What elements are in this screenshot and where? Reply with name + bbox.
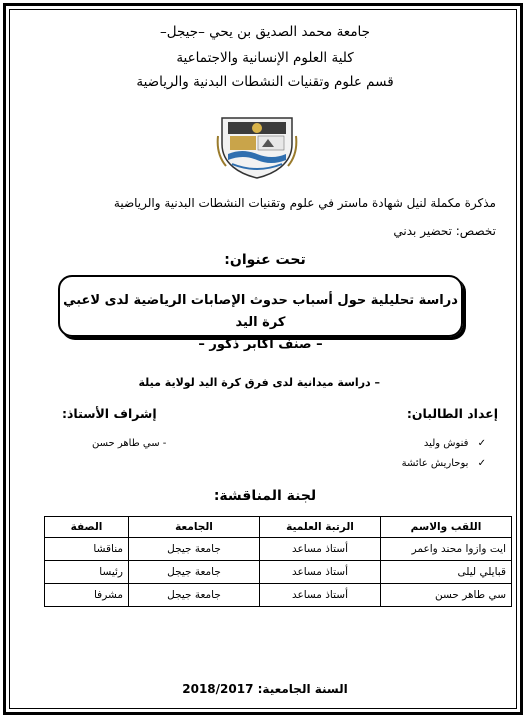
table-cell: رئيسا [45, 561, 129, 584]
table-row [45, 538, 512, 561]
table-cell: أستاذ مساعد [260, 561, 381, 584]
student-name: فنوش وليد [423, 438, 469, 449]
student-2 [402, 458, 486, 469]
table-header-row [45, 517, 512, 538]
student-name: بوحاريش عائشة [401, 458, 469, 469]
committee-heading: لجنة المناقشة: [213, 488, 317, 504]
table-cell: مناقشا [45, 538, 129, 561]
table-cell: ايت وازوا محند واعمر [381, 538, 512, 561]
under-title-label: تحت عنوان: [224, 252, 306, 268]
specialty: تخصص: تحضير بدني [393, 224, 496, 238]
supervisor-name: - سي طاهر حسن [92, 438, 167, 449]
table-cell: جامعة جيجل [129, 538, 260, 561]
department-name: قسم علوم وتقنيات النشطات البدنية والرياضية [136, 74, 394, 90]
academic-year: السنة الجامعية: 2018/2017 [182, 682, 348, 696]
memo-description: مذكرة مكملة لنيل شهادة ماستر في علوم وتقنيات النشطات البدنية والرياضية [113, 196, 496, 210]
field-study-note: – دراسة ميدانية لدى فرق كرة اليد لولاية ميلة [138, 376, 380, 389]
column-header: الجامعة [129, 517, 260, 538]
table-row [45, 561, 512, 584]
supervisor-heading: إشراف الأستاذ: [62, 406, 157, 421]
thesis-title-box [58, 275, 463, 352]
table-cell: سي طاهر حسن [381, 584, 512, 607]
table-cell: أستاذ مساعد [260, 584, 381, 607]
committee-table [44, 516, 512, 607]
student-1 [424, 438, 486, 449]
students-heading: إعداد الطالبان: [406, 406, 498, 421]
table-cell: جامعة جيجل [129, 561, 260, 584]
thesis-title-line1: دراسة تحليلية حول أسباب حدوث الإصابات الرياضية لدى لاعبي كرة اليد [63, 293, 458, 330]
university-name: جامعة محمد الصديق بن يحي –جيجل– [159, 24, 371, 40]
column-header: الصفة [45, 517, 129, 538]
faculty-name: كلية العلوم الإنسانية والاجتماعية [176, 50, 354, 66]
column-header: الرتبة العلمية [260, 517, 381, 538]
check-icon: ✓ [477, 458, 486, 469]
table-cell: مشرفا [45, 584, 129, 607]
university-logo [216, 114, 298, 180]
check-icon: ✓ [477, 438, 486, 449]
column-header: اللقب والاسم [381, 517, 512, 538]
thesis-title-line2: – صنف أكابر ذكور – [198, 337, 323, 352]
table-row [45, 584, 512, 607]
table-cell: قبايلي ليلى [381, 561, 512, 584]
table-cell: أستاذ مساعد [260, 538, 381, 561]
table-cell: جامعة جيجل [129, 584, 260, 607]
